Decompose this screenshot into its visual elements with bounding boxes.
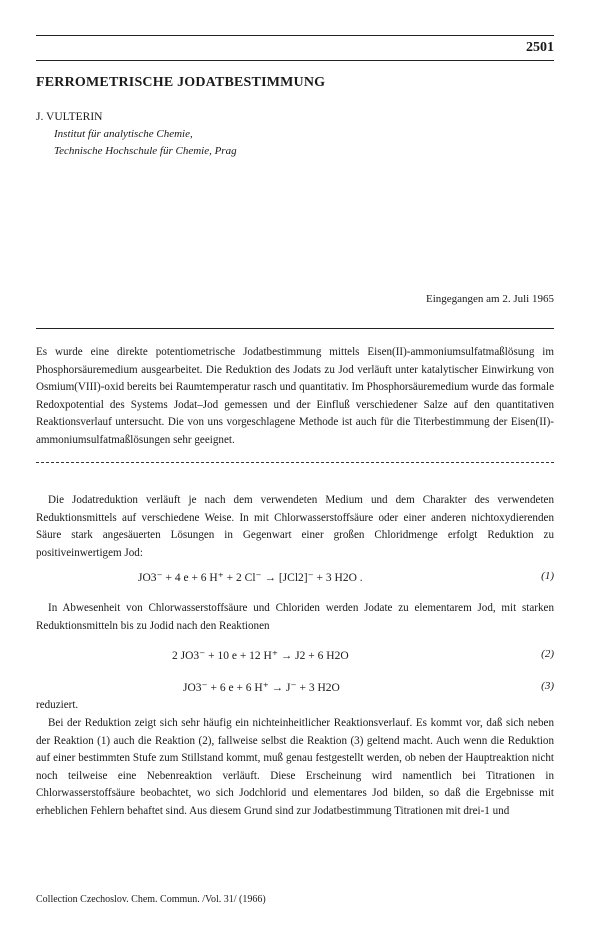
equation-2: 2 JO3⁻ + 10 e + 12 H⁺ → J2 + 6 H2O: [172, 650, 349, 662]
affiliation-line-1: Institut für analytische Chemie,: [54, 128, 193, 140]
body-paragraph-2: In Abwesenheit von Chlorwasserstoffsäure und Chloriden werden Jodate zu elementarem Jod, mit starken Reduktionsmitteln bis zu Jodid nach den Reaktionen: [36, 602, 554, 632]
header-rule-bottom: [36, 60, 554, 61]
body-paragraph-3: reduziert.: [36, 699, 79, 711]
page-number: 2501: [526, 40, 554, 55]
header-rule-top: [36, 35, 554, 36]
equation-1: JO3⁻ + 4 e + 6 H⁺ + 2 Cl⁻ → [JCl2]⁻ + 3 H2O .: [138, 572, 363, 584]
body-paragraph-4: Bei der Reduktion zeigt sich sehr häufig ein nichteinheitlicher Reaktionsverlauf. Es kommt vor, daß sich neben der Reaktion (1) auch die Reaktion (2), fallweise selbst die Reaktion (3) geltend macht. Auch wenn die Reduktion auf einer bestimmten Stufe zum Stillstand kommt, muß genau festgestellt werden, ob neben der Hauptreaktion nicht noch teilweise eine Nebenreaktion verläuft. Diese Erscheinung wird namentlich bei Titrationen in Chlorwasserstoffsäure beobachtet, wo sich Jodchlorid und elementares Jod bilden, so daß die Ergebnisse mit erheblichen Fehlern behaftet sind. Aus diesem Grund sind zur Jodatbestimmung Titrationen mit drei-1 und: [36, 717, 554, 817]
journal-footer: Collection Czechoslov. Chem. Commun. /Vol. 31/ (1966): [36, 894, 266, 905]
equation-3: JO3⁻ + 6 e + 6 H⁺ → J⁻ + 3 H2O: [183, 682, 340, 694]
equation-2-number: (2): [541, 648, 554, 660]
paper-title: FERROMETRISCHE JODATBESTIMMUNG: [36, 75, 326, 90]
abstract-text: Es wurde eine direkte potentiometrische Jodatbestimmung mittels Eisen(II)-ammoniumsulfatmaßlösung im Phosphorsäuremedium ausgearbeitet. Die Reduktion des Jodats zu Jod verläuft unter katalytischer Einwirkung von Osmium(VIII)-oxid bereits bei Raumtemperatur rasch und quantitativ. Im Phosphorsäuremedium wurde das formale Redoxpotential des Systems Jodat–Jod gemessen und der Einfluß verschiedener Salze auf den quantitativen Reaktionsverlauf untersucht. Die von uns vorgeschlagene Methode ist auch für die Titerbestimmung der Eisen(II)-ammoniumsulfatmaßlösungen sehr geeignet.: [36, 346, 554, 446]
author-name: J. VULTERIN: [36, 111, 103, 123]
equation-3-number: (3): [541, 680, 554, 692]
received-date: Eingegangen am 2. Juli 1965: [425, 293, 554, 305]
abstract-rule-top: [36, 328, 554, 329]
affiliation-line-2: Technische Hochschule für Chemie, Prag: [54, 145, 237, 157]
body-paragraph-1: Die Jodatreduktion verläuft je nach dem verwendeten Medium und dem Charakter des verwendeten Reduktionsmittels auf verschiedene Weise. In mit Chlorwasserstoffsäure oder einer anderen nichtoxydierenden Säure stark angesäuerten Lösungen in Gegenwart einer großen Chloridmenge erfolgt Reduktion zu positiveinwertigem Jod:: [36, 494, 554, 559]
abstract-rule-bottom: [36, 462, 554, 463]
equation-1-number: (1): [541, 570, 554, 582]
